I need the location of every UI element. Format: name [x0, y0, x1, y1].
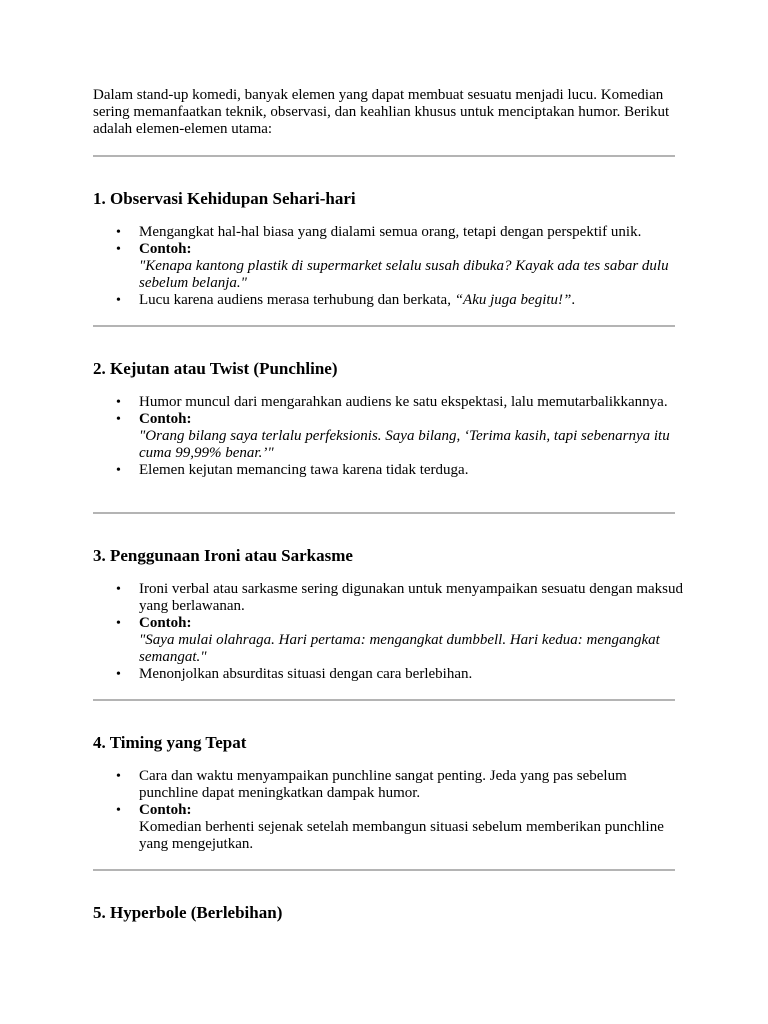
example-text: "Orang bilang saya terlalu perfeksionis. Saya bilang, ‘Terima kasih, tapi sebenarnya itu cuma 99,99% benar.’" [139, 428, 670, 461]
list-item: • Menonjolkan absurditas situasi dengan cara berlebihan. [139, 666, 683, 683]
section-list-timing [93, 768, 683, 853]
list-item: • Elemen kejutan memancing tawa karena tidak terduga. [139, 462, 683, 479]
section-heading-hyperbole: 5. Hyperbole (Berlebihan) [93, 903, 283, 922]
example-text: "Saya mulai olahraga. Hari pertama: mengangkat dumbbell. Hari kedua: mengangkat semangat." [139, 632, 660, 665]
list-item [139, 615, 683, 666]
section-list-ironi [93, 581, 683, 683]
list-item: • Mengangkat hal-hal biasa yang dialami semua orang, tetapi dengan perspektif unik. [139, 224, 683, 241]
list-item: • Lucu karena audiens merasa terhubung dan berkata, “Aku juga begitu!”. [139, 292, 683, 309]
divider [93, 325, 675, 327]
example-label: • Contoh: [139, 615, 192, 631]
section-heading-ironi: 3. Penggunaan Ironi atau Sarkasme [93, 546, 353, 565]
list-item [139, 411, 683, 462]
list-item [139, 241, 683, 292]
divider [93, 155, 675, 157]
section-list-observasi [93, 224, 683, 309]
divider [93, 512, 675, 514]
section-heading-kejutan: 2. Kejutan atau Twist (Punchline) [93, 359, 338, 378]
list-item: • Ironi verbal atau sarkasme sering digunakan untuk menyampaikan sesuatu dengan maksud yang berlawanan. [139, 581, 683, 615]
list-item [139, 802, 683, 853]
example-label: • Contoh: [139, 411, 192, 427]
example-text: Komedian berhenti sejenak setelah membangun situasi sebelum memberikan punchline yang mengejutkan. [139, 819, 664, 852]
quote: “Aku juga begitu!” [454, 292, 572, 308]
list-item: • Cara dan waktu menyampaikan punchline sangat penting. Jeda yang pas sebelum punchline dapat meningkatkan dampak humor. [139, 768, 683, 802]
section-heading-observasi: 1. Observasi Kehidupan Sehari-hari [93, 189, 356, 208]
section-list-kejutan [93, 394, 683, 479]
example-label: • Contoh: [139, 802, 192, 818]
section-heading-timing: 4. Timing yang Tepat [93, 733, 247, 752]
list-item: • Humor muncul dari mengarahkan audiens ke satu ekspektasi, lalu memutarbalikkannya. [139, 394, 683, 411]
example-label: • Contoh: [139, 241, 192, 257]
example-text: "Kenapa kantong plastik di supermarket selalu susah dibuka? Kayak ada tes sabar dulu sebelum belanja." [139, 258, 669, 291]
divider [93, 869, 675, 871]
intro-paragraph: Dalam stand-up komedi, banyak elemen yang dapat membuat sesuatu menjadi lucu. Komedian sering memanfaatkan teknik, observasi, dan keahlian khusus untuk menciptakan humor. Berikut adalah elemen-elemen utama: [93, 87, 670, 137]
divider [93, 699, 675, 701]
